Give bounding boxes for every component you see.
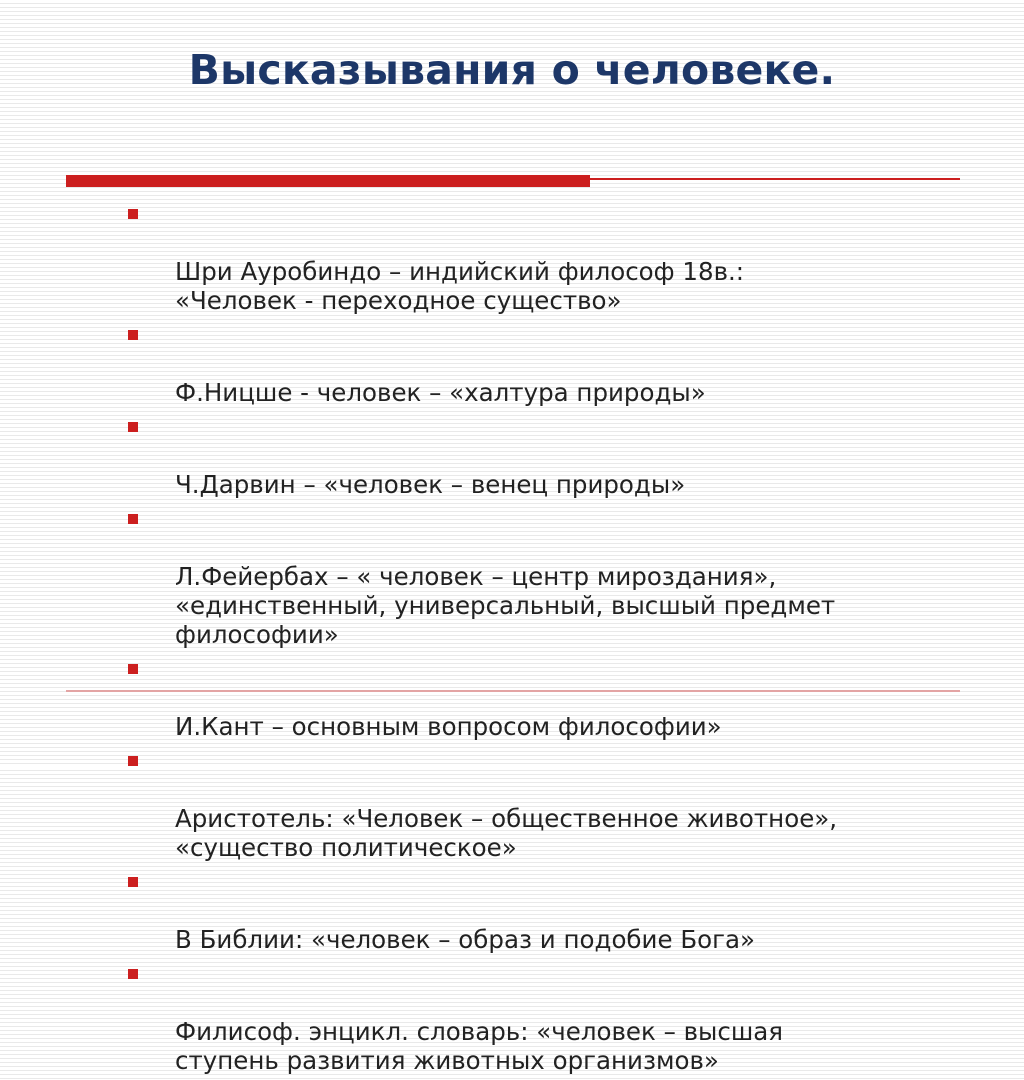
list-item-text: Ч.Дарвин – «человек – венец природы» <box>175 470 686 499</box>
list-item-text: Шри Ауробиндо – индийский философ 18в.: «Человек - переходное существо» <box>175 257 745 315</box>
title-underline-thin <box>590 178 960 180</box>
square-bullet-icon <box>128 330 138 340</box>
list-item <box>128 959 968 1075</box>
list-item-text: Ф.Ницше - человек – «халтура природы» <box>175 378 706 407</box>
list-item-text: И.Кант – основным вопросом философии» <box>175 712 722 741</box>
list-item <box>128 199 968 315</box>
list-item-text: Л.Фейербах – « человек – центр мироздания», «единственный, универсальный, высшый предмет философии» <box>175 562 836 649</box>
square-bullet-icon <box>128 664 138 674</box>
list-item <box>128 867 968 954</box>
square-bullet-icon <box>128 877 138 887</box>
list-item-text: В Библии: «человек – образ и подобие Бога» <box>175 925 755 954</box>
list-item-text: Филисоф. энцикл. словарь: «человек – высшая ступень развития животных организмов» <box>175 1017 784 1075</box>
list-item <box>128 504 968 649</box>
list-item <box>128 746 968 862</box>
slide-title: Высказывания о человеке. <box>188 46 836 94</box>
footer-divider <box>66 690 960 692</box>
quote-list <box>128 199 968 1080</box>
square-bullet-icon <box>128 209 138 219</box>
title-underline-thick <box>66 175 590 187</box>
list-item-text: Аристотель: «Человек – общественное животное», «существо политическое» <box>175 804 838 862</box>
square-bullet-icon <box>128 514 138 524</box>
list-item <box>128 654 968 741</box>
square-bullet-icon <box>128 969 138 979</box>
square-bullet-icon <box>128 756 138 766</box>
square-bullet-icon <box>128 422 138 432</box>
list-item <box>128 412 968 499</box>
list-item <box>128 320 968 407</box>
